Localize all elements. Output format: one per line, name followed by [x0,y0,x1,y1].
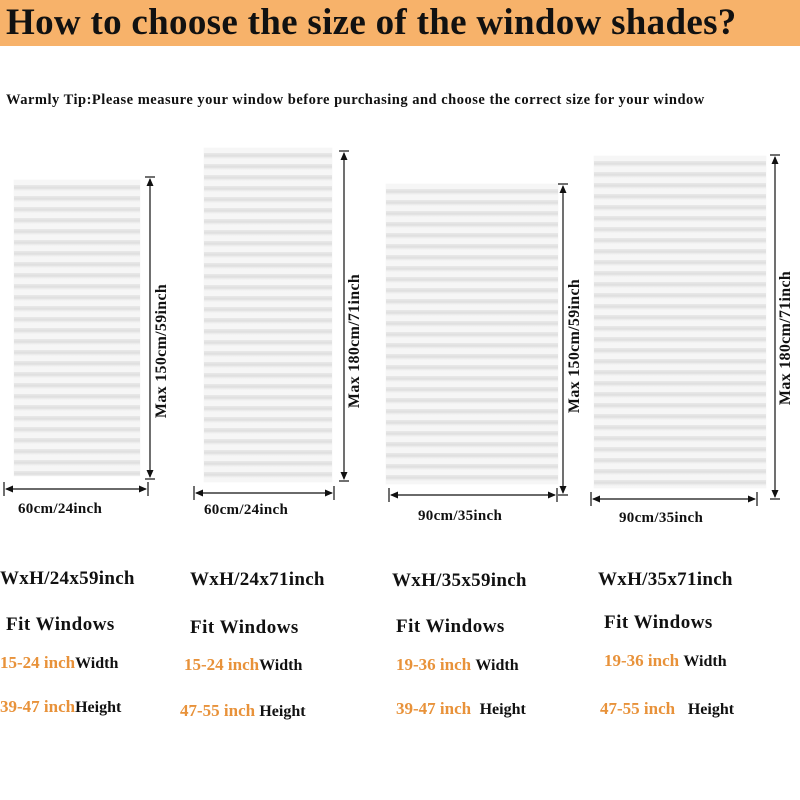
height-range-2 [180,701,306,721]
width-label-3: 90cm/35inch [418,508,503,524]
shade-image-2 [204,148,332,482]
height-range-1 [0,697,121,717]
height-range-value: 47-55 inch [600,699,676,718]
height-label-2: Max 180cm/71inch [346,273,363,409]
width-label-2: 60cm/24inch [204,502,289,518]
fit-windows-label-1: Fit Windows [6,614,115,635]
spec-label-2: WxH/24x71inch [190,569,325,590]
width-arrow-4 [590,491,758,507]
shade-image-3 [386,184,558,484]
width-range-1 [0,653,118,673]
width-range-value: 15-24 inch [184,655,260,674]
height-range-word: Height [479,701,526,718]
warmly-tip: Warmly Tip:Please measure your window before purchasing and choose the correct size for your window [6,92,705,108]
width-range-word: Width [475,657,519,674]
width-range-3 [396,655,519,675]
width-range-word: Width [683,653,727,670]
height-range-4 [600,699,734,719]
width-range-2 [184,655,302,675]
width-arrow-1 [3,481,149,497]
width-range-value: 19-36 inch [604,651,680,670]
height-range-value: 39-47 inch [396,699,472,718]
height-range-value: 39-47 inch [0,697,76,716]
spec-label-4: WxH/35x71inch [598,569,733,590]
width-label-1: 60cm/24inch [18,501,103,517]
spec-label-1: WxH/24x59inch [0,568,135,589]
fit-windows-label-2: Fit Windows [190,617,299,638]
height-label-3: Max 150cm/59inch [566,278,583,414]
width-arrow-2 [193,485,335,501]
height-label-4: Max 180cm/71inch [777,270,794,406]
shade-image-4 [594,156,766,488]
fit-windows-label-3: Fit Windows [396,616,505,637]
height-range-word: Height [687,701,735,718]
spec-label-3: WxH/35x59inch [392,570,527,591]
height-label-1: Max 150cm/59inch [153,283,170,419]
title-banner [0,0,800,46]
height-range-value: 47-55 inch [180,701,256,720]
width-range-value: 15-24 inch [0,653,76,672]
width-arrow-3 [388,487,558,503]
shade-image-1 [14,180,140,476]
width-range-value: 19-36 inch [396,655,472,674]
width-range-word: Width [259,657,303,674]
width-range-word: Width [75,655,119,672]
fit-windows-label-4: Fit Windows [604,612,713,633]
height-range-3 [396,699,526,719]
width-label-4: 90cm/35inch [619,510,704,526]
height-range-word: Height [75,699,122,716]
height-range-word: Height [259,703,306,720]
page-title: How to choose the size of the window shades? [6,2,737,43]
width-range-4 [604,651,727,671]
